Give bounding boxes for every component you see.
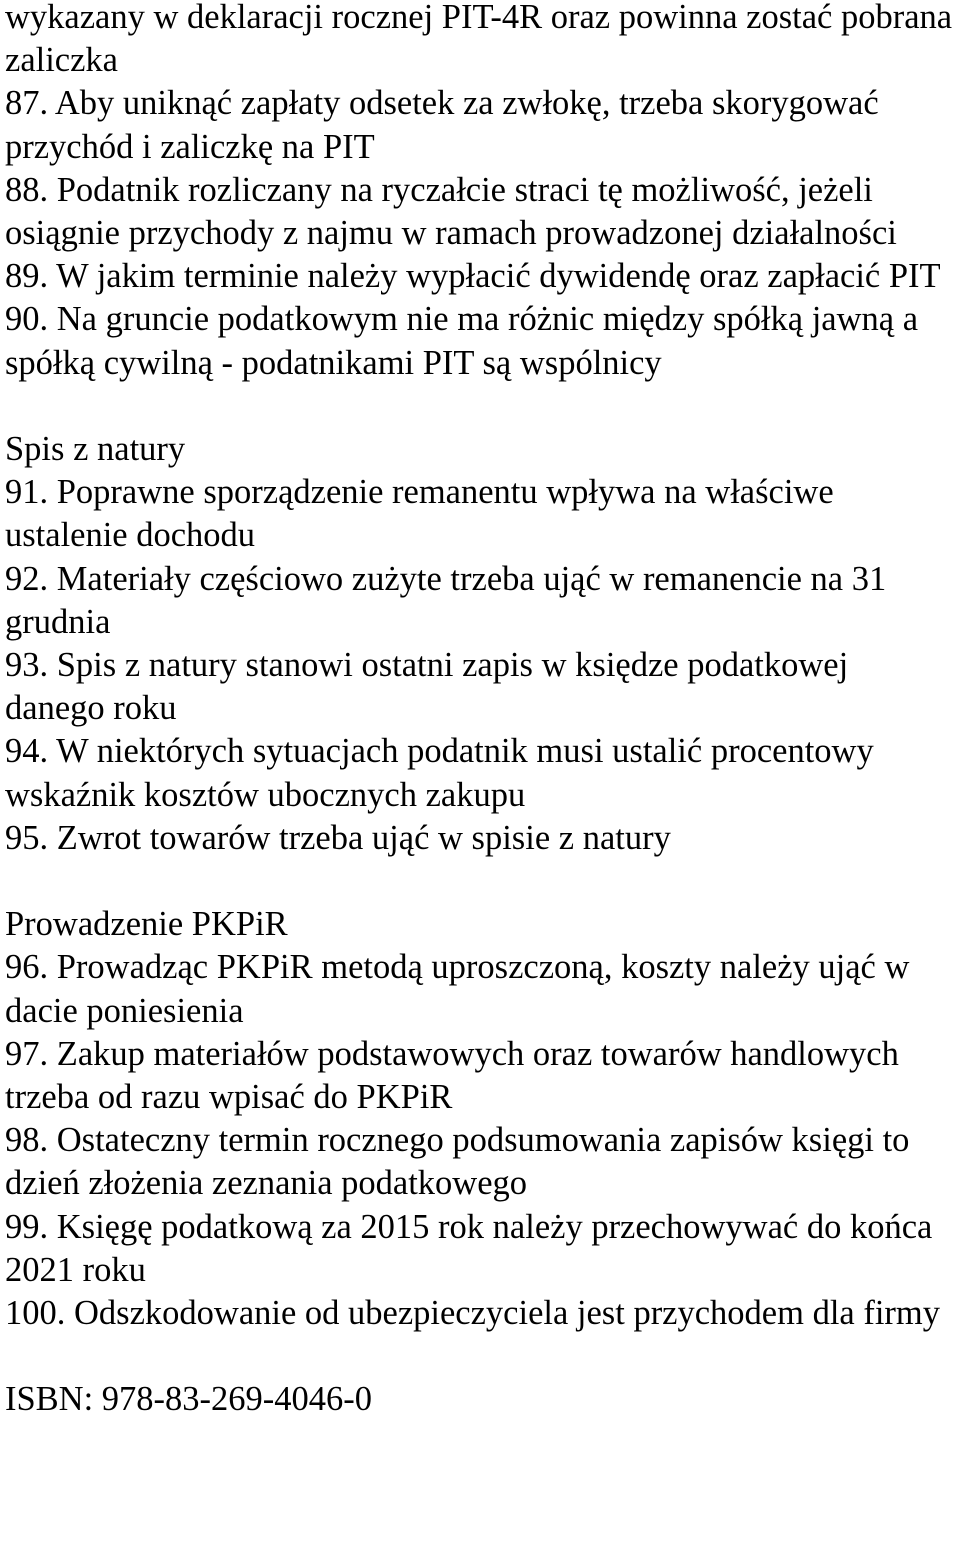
document-page (5, 0, 955, 1422)
list-item: 87. Aby uniknąć zapłaty odsetek za zwłokę, trzeba skorygować przychód i zaliczkę na PIT (5, 84, 879, 166)
list-item: 99. Księgę podatkową za 2015 rok należy przechowywać do końca 2021 roku (5, 1207, 933, 1289)
section-heading: Spis z natury (5, 430, 186, 469)
section-heading: Prowadzenie PKPiR (5, 905, 288, 944)
list-item: 94. W niektórych sytuacjach podatnik musi ustalić procentowy wskaźnik kosztów ubocznych zakupu (5, 732, 874, 814)
list-item: 93. Spis z natury stanowi ostatni zapis w księdze podatkowej danego roku (5, 646, 849, 728)
isbn-text: ISBN: 978-83-269-4046-0 (5, 1380, 373, 1419)
list-item: 98. Ostateczny termin rocznego podsumowania zapisów księgi to dzień złożenia zeznania podatkowego (5, 1121, 910, 1203)
list-item: 97. Zakup materiałów podstawowych oraz towarów handlowych trzeba od razu wpisać do PKPiR (5, 1034, 899, 1117)
list-item: 95. Zwrot towarów trzeba ująć w spisie z natury (5, 818, 671, 857)
list-item: 88. Podatnik rozliczany na ryczałcie straci tę możliwość, jeżeli osiągnie przychody z najmu w ramach prowadzonej działalności (5, 170, 897, 253)
list-item: 92. Materiały częściowo zużyte trzeba ująć w remanencie na 31 grudnia (5, 559, 887, 641)
list-item: 90. Na gruncie podatkowym nie ma różnic między spółką jawną a spółką cywilną - podatnikami PIT są wspólnicy (5, 300, 919, 382)
list-item: 91. Poprawne sporządzenie remanentu wpływa na właściwe ustalenie dochodu (5, 473, 834, 555)
lead-text: wykazany w deklaracji rocznej PIT-4R oraz powinna zostać pobrana zaliczka (5, 0, 953, 80)
list-item: 96. Prowadząc PKPiR metodą uproszczoną, koszty należy ująć w dacie poniesienia (5, 948, 910, 1030)
list-item: 100. Odszkodowanie od ubezpieczyciela jest przychodem dla firmy (5, 1294, 941, 1333)
list-item: 89. W jakim terminie należy wypłacić dywidendę oraz zapłacić PIT (5, 257, 941, 296)
